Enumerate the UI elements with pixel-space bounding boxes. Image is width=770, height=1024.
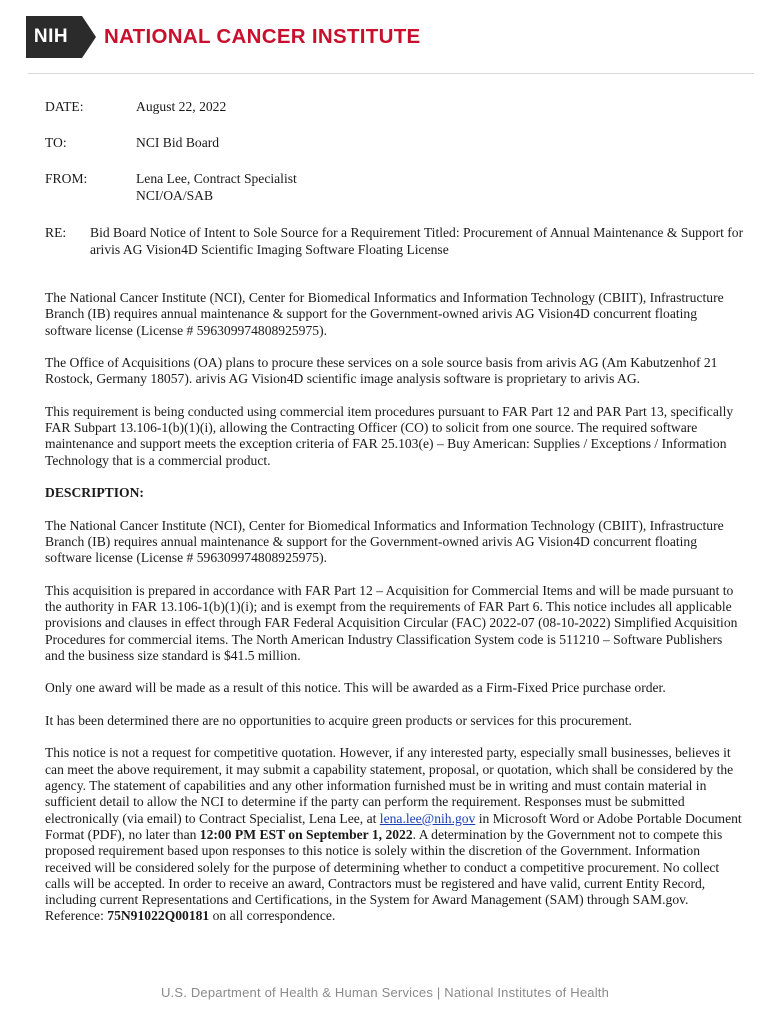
from-label: FROM: [45, 171, 88, 186]
from-name: Lena Lee, Contract Specialist [136, 171, 297, 186]
date-value: August 22, 2022 [136, 99, 227, 114]
responses-text-4: on all correspondence. [209, 908, 336, 924]
paragraph-responses [45, 745, 745, 924]
date-label: DATE: [45, 99, 84, 114]
re-subject: Bid Board Notice of Intent to Sole Source for a Requirement Titled: Procurement of Annual Maintenance & Support for arivis AG Vision4D Scientific Imaging Software Floating License [90, 225, 744, 257]
to-label: TO: [45, 135, 67, 150]
to-value: NCI Bid Board [136, 135, 220, 150]
paragraph-green: It has been determined there are no opportunities to acquire green products or services for this procurement. [45, 712, 632, 728]
nih-logo-mark: NIH [26, 16, 82, 58]
paragraph-description: The National Cancer Institute (NCI), Center for Biomedical Informatics and Information Technology (CBIIT), Infrastructure Branch (IB) requires annual maintenance & support for the Government-owned arivis AG Vision4D concurrent floating software license (License # 596309974808925975). [45, 517, 724, 566]
institute-name: NATIONAL CANCER INSTITUTE [104, 25, 421, 48]
contact-email-link[interactable]: lena.lee@nih.gov [379, 810, 476, 826]
reference-number: 75N91022Q00181 [107, 908, 210, 924]
header-divider [28, 73, 754, 74]
description-heading: DESCRIPTION: [45, 485, 144, 501]
page-footer: U.S. Department of Health & Human Services | National Institutes of Health [160, 985, 610, 1000]
responses-text-3: . A determination by the Government not to compete this proposed requirement based upon responses to this notice is solely within the discretion of the Government. Information received will be considered solely for the purpose of determining whether to conduct a competitive procurement. No collect calls will be accepted. In order to receive an award, Contractors must be registered and have valid, current Entity Record, including current Representations and Certifications, in the System for Award Management (SAM) through SAM.gov. Reference: [45, 826, 723, 924]
paragraph-acquisition: This acquisition is prepared in accordance with FAR Part 12 – Acquisition for Commercial Items and will be made pursuant to the authority in FAR 13.106-1(b)(1)(i); and is exempt from the requirements of FAR Part 6. This notice includes all applicable provisions and clauses in effect through FAR Federal Acquisition Circular (FAC) 2022-07 (08-10-2022) Simplified Acquisition Procedures for commercial items. The North American Industry Classification System code is 511210 – Software Publishers and the business size standard is $41.5 million. [45, 582, 738, 663]
response-deadline: 12:00 PM EST on September 1, 2022 [199, 826, 413, 842]
paragraph-sole-source: The Office of Acquisitions (OA) plans to procure these services on a sole source basis from arivis AG (Am Kabutzenhof 21 Rostock, Germany 18057). arivis AG Vision4D scientific image analysis software is proprietary to arivis AG. [45, 355, 718, 387]
responses-text-2: in Microsoft Word or Adobe Portable Document Format (PDF), no later than [45, 810, 742, 842]
paragraph-requirement: The National Cancer Institute (NCI), Center for Biomedical Informatics and Information Technology (CBIIT), Infrastructure Branch (IB) requires annual maintenance & support for the Government-owned arivis AG Vision4D concurrent floating software license (License # 596309974808925975). [45, 290, 724, 338]
re-label: RE: [45, 225, 67, 240]
paragraph-procedures: This requirement is being conducted using commercial item procedures pursuant to FAR Part 12 and PAR Part 13, specifically FAR Subpart 13.106-1(b)(1)(i), allowing the Contracting Officer (CO) to solicit from one source. The required software maintenance and support meets the exception criteria of FAR 25.103(e) – Buy American: Supplies / Exceptions / Information Technology that is a commercial product. [45, 403, 734, 468]
nih-nci-logo [26, 16, 421, 58]
responses-text-1: This notice is not a request for competitive quotation. However, if any interested party, especially small businesses, believes it can meet the above requirement, it may submit a capability statement, proposal, or quotation, which shall be considered by the agency. The statement of capabilities and any other information furnished must be in writing and must contain material in sufficient detail to allow the NCI to determine if the party can perform the requirement. Responses must be submitted electronically (via email) to Contract Specialist, Lena Lee, at [45, 745, 734, 826]
from-office: NCI/OA/SAB [136, 188, 214, 203]
notice-body [45, 290, 745, 941]
paragraph-award: Only one award will be made as a result of this notice. This will be awarded as a Firm-Fixed Price purchase order. [45, 680, 666, 696]
